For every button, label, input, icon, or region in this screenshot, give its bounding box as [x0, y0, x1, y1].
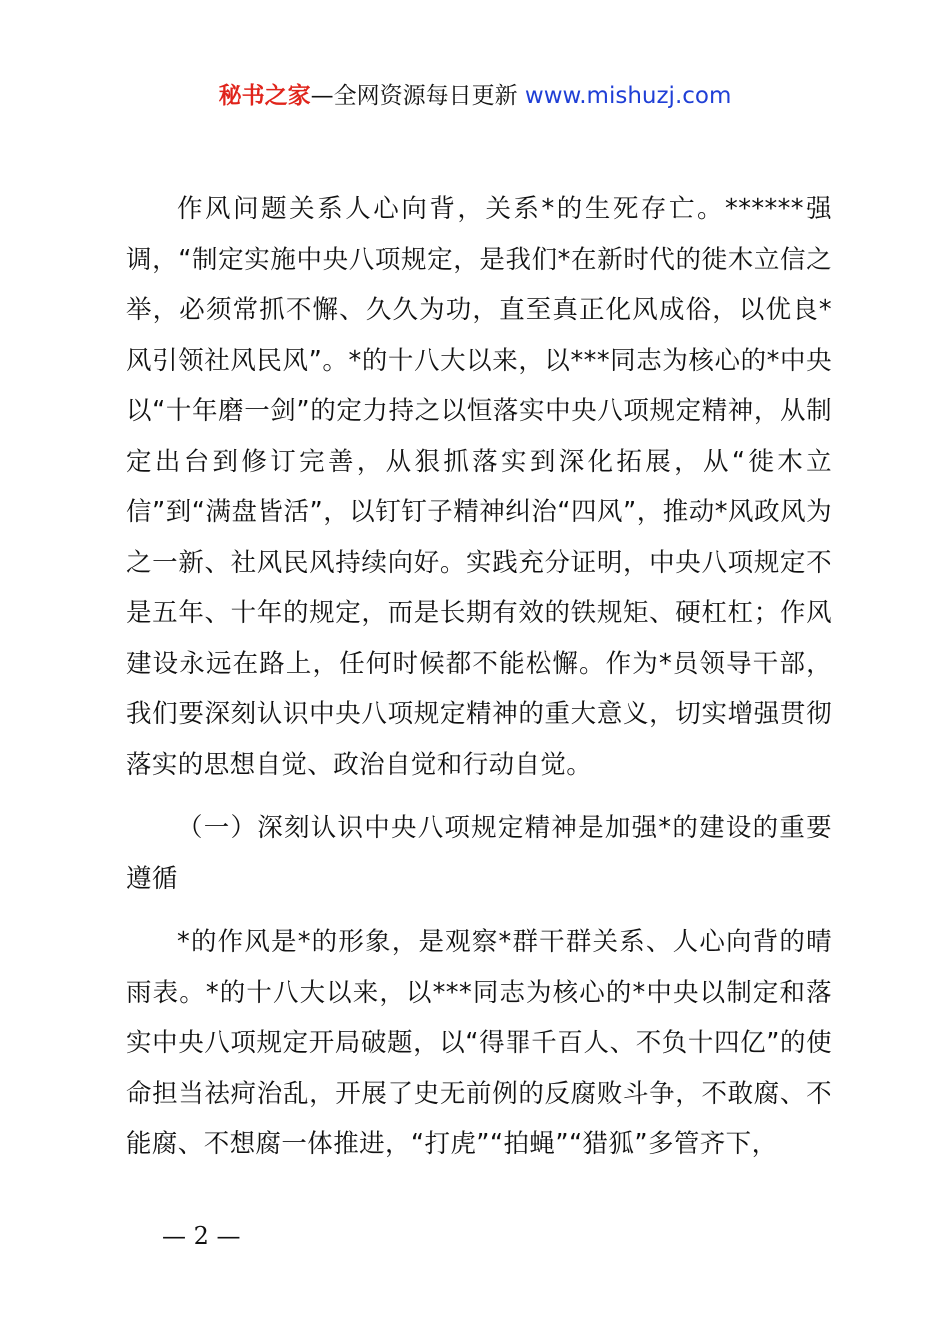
header-tagline: —全网资源每日更新 — [310, 83, 518, 109]
paragraph-intro: 作风问题关系人心向背，关系*的生死存亡。******强调，“制定实施中央八项规定，是我们*在新时代的徙木立信之举，必须常抓不懈、久久为功，直至真正化风成俗，以优良*风引领社风民风”。*的十八大以来，以***同志为核心的*中央以“十年磨一剑”的定力持之以恒落实中央八项规定精神，从制定出台到修订完善，从狠抓落实到深化拓展，从“徙木立信”到“满盘皆活”，以钉钉子精神纠治“四风”，推动*风政风为之一新、社风民风持续向好。实践充分证明，中央八项规定不是五年、十年的规定，而是长期有效的铁规矩、硬杠杠；作风建设永远在路上，任何时候都不能松懈。作为*员领导干部，我们要深刻认识中央八项规定精神的重大意义，切实增强贯彻落实的思想自觉、政治自觉和行动自觉。 — [126, 194, 832, 780]
section-heading-1: （一）深刻认识中央八项规定精神是加强*的建设的重要遵循 — [126, 813, 832, 894]
page-header — [0, 78, 950, 114]
document-body — [126, 184, 832, 1170]
paragraph-section-1: *的作风是*的形象，是观察*群干群关系、人心向背的晴雨表。*的十八大以来，以***同志为核心的*中央以制定和落实中央八项规定开局破题，以“得罪千百人、不负十四亿”的使命担当祛疴治乱，开展了史无前例的反腐败斗争，不敢腐、不能腐、不想腐一体推进，“打虎”“拍蝇”“猎狐”多管齐下， — [126, 927, 832, 1159]
brand-name: 秘书之家 — [218, 83, 311, 109]
page-number: — 2 — — [162, 1222, 241, 1250]
site-url-link[interactable]: www.mishuzj.com — [524, 83, 732, 109]
